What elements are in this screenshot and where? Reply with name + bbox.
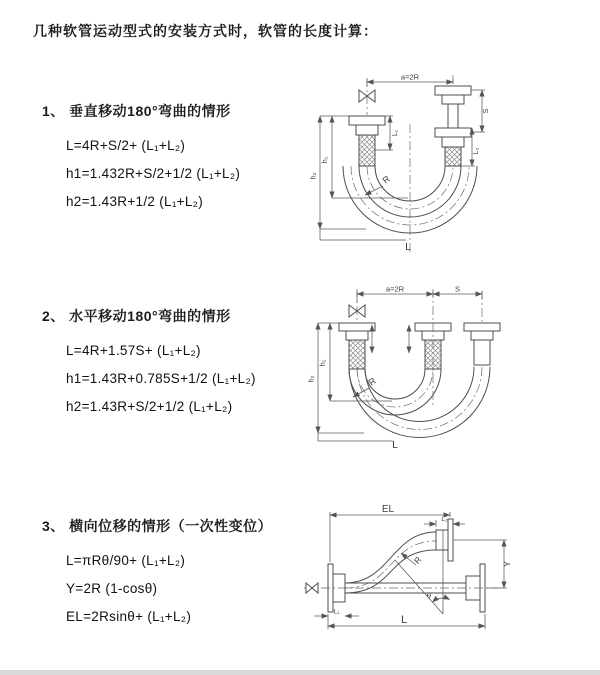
label-l1: L₁ xyxy=(392,129,399,137)
label-l: L xyxy=(405,241,411,253)
section-1 xyxy=(42,101,240,216)
label-h1: h₁ xyxy=(320,156,329,164)
section-2-formulas xyxy=(42,337,256,421)
label-el: EL xyxy=(381,504,395,515)
label-r: R xyxy=(366,375,378,388)
pipe-fittings xyxy=(328,519,485,612)
section-1-formulas xyxy=(42,132,240,216)
diagram-horizontal-180-bend xyxy=(308,283,600,463)
label-h2: h₂ xyxy=(308,172,318,180)
centerlines xyxy=(367,72,453,252)
label-s: S xyxy=(454,284,461,294)
valve-icon xyxy=(306,583,318,593)
formula-line: L=πRθ/90+ (L₁+L₂) xyxy=(66,553,186,568)
label-l2: L₂ xyxy=(441,516,448,523)
label-l1: L₁ xyxy=(333,608,340,616)
section-2-heading: 2、 水平移动180°弯曲的情形 xyxy=(42,308,231,324)
section-3 xyxy=(42,516,272,631)
hose-curve xyxy=(345,532,436,593)
label-a2r: a=2R xyxy=(385,284,405,294)
formula-line: h2=1.43R+S/2+1/2 (L₁+L₂) xyxy=(66,399,233,414)
label-s: S xyxy=(481,108,490,114)
page-title: 几种软管运动型式的安装方式时，软管的长度计算： xyxy=(33,23,378,39)
dimension-lines xyxy=(314,512,507,629)
centerlines xyxy=(357,289,482,407)
formula-line: h2=1.43R+1/2 (L₁+L₂) xyxy=(66,194,204,209)
formula-line: EL=2Rsinθ+ (L₁+L₂) xyxy=(66,609,192,624)
diagram-lateral-displacement xyxy=(298,502,598,642)
diagram-vertical-180-bend xyxy=(308,72,600,257)
label-r: R xyxy=(380,173,392,186)
page-bottom-edge xyxy=(0,670,600,675)
label-h1: h₁ xyxy=(318,359,327,367)
formula-line: Y=2R (1-cosθ) xyxy=(66,581,158,596)
dimension-labels xyxy=(309,73,491,254)
formula-line: h1=1.432R+S/2+1/2 (L₁+L₂) xyxy=(66,166,241,181)
pipe-fittings xyxy=(339,323,500,369)
formula-line: L=4R+S/2+ (L₁+L₂) xyxy=(66,138,186,153)
label-l: L xyxy=(392,439,398,451)
formula-line: h1=1.43R+0.785S+1/2 (L₁+L₂) xyxy=(66,371,256,386)
label-l2: L₂ xyxy=(473,147,480,155)
label-a2r: a=2R xyxy=(400,72,420,82)
section-3-formulas xyxy=(42,547,272,631)
section-1-heading: 1、 垂直移动180°弯曲的情形 xyxy=(42,103,231,119)
label-theta: θ xyxy=(426,591,432,600)
label-y: Y xyxy=(502,561,512,567)
formula-line: L=4R+1.57S+ (L₁+L₂) xyxy=(66,343,201,358)
section-3-heading: 3、 横向位移的情形（一次性变位） xyxy=(42,518,273,534)
label-h2: h₂ xyxy=(306,375,316,383)
section-2 xyxy=(42,306,256,421)
label-r: R xyxy=(411,554,424,566)
label-l: L xyxy=(400,614,408,626)
